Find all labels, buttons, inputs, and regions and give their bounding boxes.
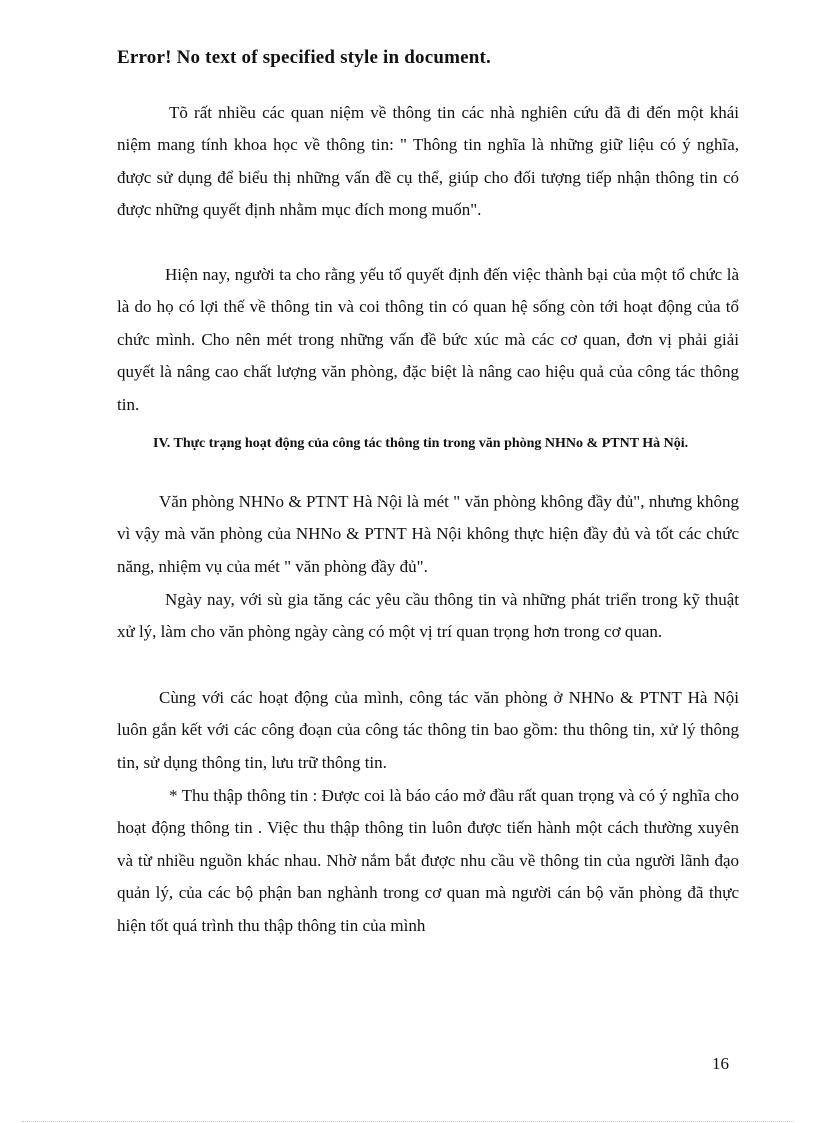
body-paragraph: * Thu thập thông tin : Được coi là báo cáo mở đầu rất quan trọng và có ý nghĩa cho hoạt động thông tin . Việc thu thập thông tin luôn được tiến hành một cách thường xuyên và từ nhiều nguồn khác nhau. Nhờ nắm bắt được nhu cầu về thông tin của người lãnh đạo quản lý, của các bộ phận ban nghành trong cơ quan mà người cán bộ văn phòng đã thực hiện tốt quá trình thu thập thông tin của mình bbox=[117, 786, 739, 935]
page-bottom-divider bbox=[22, 1121, 794, 1122]
page-number: 16 bbox=[712, 1054, 729, 1073]
body-paragraph: Cùng với các hoạt động của mình, công tác văn phòng ở NHNo & PTNT Hà Nội luôn gắn kết với các công đoạn của công tác thông tin bao gồm: thu thông tin, xử lý thông tin, sử dụng thông tin, lưu trữ thông tin. bbox=[117, 688, 739, 772]
body-paragraph: Văn phòng NHNo & PTNT Hà Nội là mét " văn phòng không đầy đủ", nhưng không vì vậy mà văn phòng của NHNo & PTNT Hà Nội không thực hiện đầy đủ và tốt các chức năng, nhiệm vụ của mét " văn phòng đầy đủ". bbox=[117, 492, 739, 576]
body-paragraph: Ngày nay, với sù gia tăng các yêu cầu thông tin và những phát triển trong kỹ thuật xử lý, làm cho văn phòng ngày càng có một vị trí quan trọng hơn trong cơ quan. bbox=[117, 590, 739, 642]
body-paragraph: Hiện nay, người ta cho rằng yếu tố quyết định đến việc thành bại của một tổ chức là là do họ có lợi thế về thông tin và coi thông tin có quan hệ sống còn tới hoạt động của tổ chức mình. Cho nên mét trong những vấn đề bức xúc mà các cơ quan, đơn vị phải giải quyết là nâng cao chất lượng văn phòng, đặc biệt là nâng cao hiệu quả của công tác thông tin. bbox=[117, 265, 739, 414]
page-header: Error! No text of specified style in document. bbox=[117, 47, 492, 68]
section-heading: IV. Thực trạng hoạt động của công tác thông tin trong văn phòng NHNo & PTNT Hà Nội. bbox=[153, 436, 689, 451]
body-paragraph: Tõ rất nhiều các quan niệm về thông tin các nhà nghiên cứu đã đi đến một khái niệm mang tính khoa học về thông tin: " Thông tin nghĩa là những giữ liệu có ý nghĩa, được sử dụng để biểu thị những vấn đề cụ thể, giúp cho đối tượng tiếp nhận thông tin có được những quyết định nhằm mục đích mong muốn". bbox=[117, 103, 739, 220]
